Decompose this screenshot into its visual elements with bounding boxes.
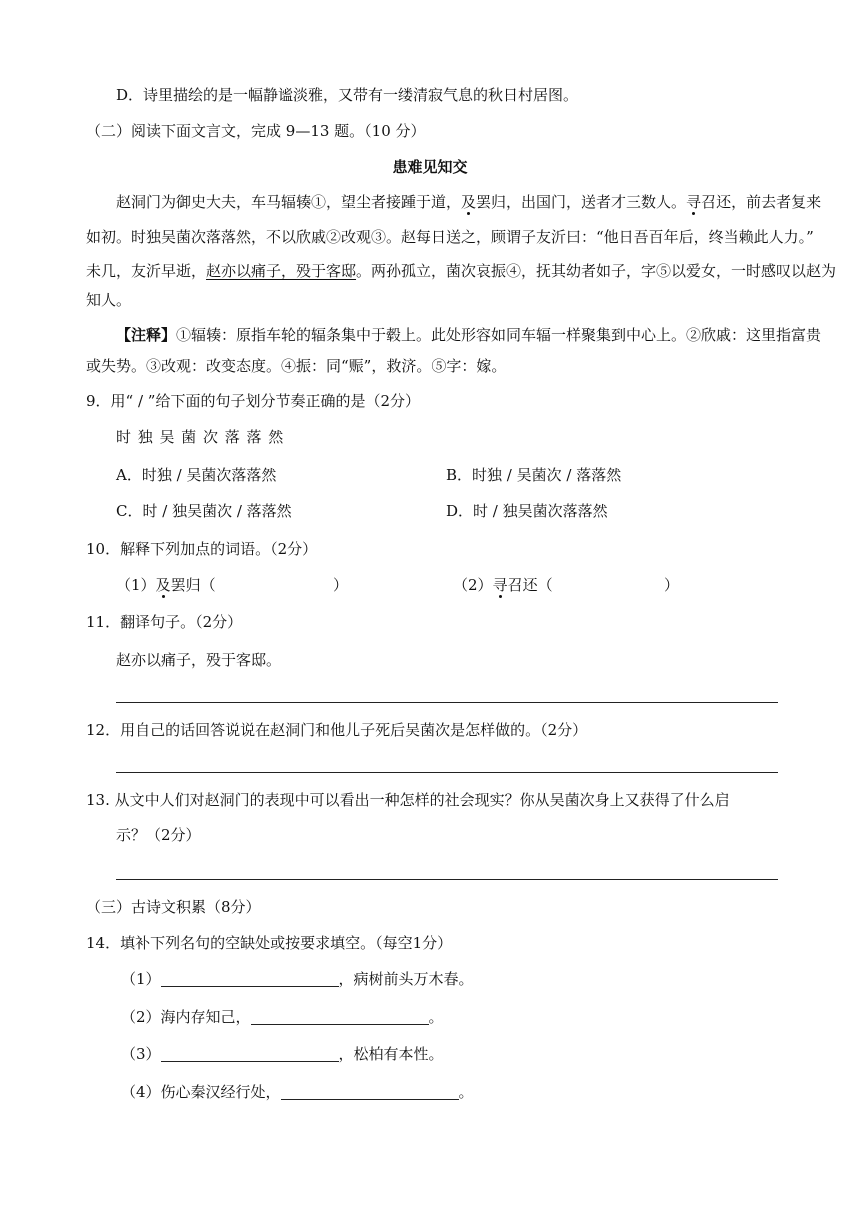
notes-line-1	[116, 325, 821, 345]
q11-answer-line[interactable]	[116, 702, 778, 703]
q10-item-1-text: 罢归（	[170, 576, 216, 594]
passage-line-1	[116, 192, 821, 212]
passage-text: 赵洞门为御史大夫，车马辐辏①，望尘者接踵于道，	[116, 193, 462, 211]
q10-item-2-number: （2）	[453, 576, 493, 594]
section2-heading: （二）阅读下面文言文，完成 9—13 题。（10 分）	[86, 122, 426, 140]
q14-item-3	[121, 1044, 444, 1064]
passage-text: 召还，前去者复来	[701, 193, 822, 211]
q14-item-2-text: （2）海内存知己，	[121, 1008, 251, 1026]
dotted-word-ji: 及	[155, 576, 171, 594]
dotted-word-ji: 及	[461, 193, 477, 211]
q14-blank-1[interactable]	[161, 970, 339, 987]
q10-item-2-close: ）	[664, 576, 680, 594]
q13-answer-line[interactable]	[116, 879, 778, 880]
q11-stem: 11．翻译句子。（2分）	[86, 613, 243, 631]
q13-stem-line-2: 示？（2分）	[116, 826, 201, 844]
q14-item-2	[121, 1007, 444, 1027]
q9-option-a: A．时独 / 吴菌次落落然	[116, 466, 277, 484]
q14-blank-2[interactable]	[251, 1008, 429, 1025]
q14-item-1-number: （1）	[121, 970, 161, 988]
q10-item-1	[116, 575, 216, 595]
q13-stem-line-1: 13. 从文中人们对赵洞门的表现中可以看出一种怎样的社会现实？你从吴菌次身上又获得了什么启	[86, 791, 730, 809]
q14-item-1-text: ，病树前头万木春。	[338, 970, 474, 988]
section3-heading: （三）古诗文积累（8分）	[86, 898, 261, 916]
q8-option-d: D．诗里描绘的是一幅静谧淡雅，又带有一缕清寂气息的秋日村居图。	[116, 86, 579, 104]
q12-answer-line[interactable]	[116, 772, 778, 773]
q14-item-4	[121, 1082, 474, 1102]
q10-item-2-text: 召还（	[507, 576, 553, 594]
q10-stem: 10．解释下列加点的词语。（2分）	[86, 540, 318, 558]
q9-option-c: C．时 / 独吴菌次 / 落落然	[116, 502, 292, 520]
dotted-word-xun: 寻	[492, 576, 508, 594]
passage-text: 未几，友沂早逝，	[86, 262, 207, 280]
q10-item-2	[453, 575, 553, 595]
q11-sentence: 赵亦以痛子，殁于客邸。	[116, 651, 282, 669]
q14-item-2-end: 。	[428, 1008, 444, 1026]
q14-stem: 14．填补下列名句的空缺处或按要求填空。（每空1分）	[86, 934, 453, 952]
notes-line-2: 或失势。③改观：改变态度。④振：同“赈”，救济。⑤字：嫁。	[86, 357, 507, 375]
passage-text: 。两孙孤立，菌次哀振④，抚其幼者如子，字⑤以爱女，一时感叹以赵为	[356, 262, 837, 280]
passage-line-3	[86, 261, 836, 281]
notes-label: 【注释】	[116, 326, 177, 344]
q14-item-3-text: ，松柏有本性。	[338, 1045, 444, 1063]
passage-line-4: 知人。	[86, 291, 132, 309]
underlined-sentence: 赵亦以痛子，殁于客邸	[206, 262, 357, 280]
q9-option-d: D．时 / 独吴菌次落落然	[446, 502, 608, 520]
q9-option-b: B．时独 / 吴菌次 / 落落然	[446, 466, 622, 484]
q9-stem: 9．用“ / ”给下面的句子划分节奏正确的是（2分）	[86, 392, 421, 410]
q14-item-4-end: 。	[458, 1083, 474, 1101]
notes-text: ①辐辏：原指车轮的辐条集中于毂上。此处形容如同车辐一样聚集到中心上。②欣戚：这里指富贵	[176, 326, 822, 344]
q14-blank-3[interactable]	[161, 1045, 339, 1062]
q9-sentence: 时独吴菌次落落然	[116, 428, 291, 446]
dotted-word-xun: 寻	[686, 193, 702, 211]
q14-blank-4[interactable]	[281, 1083, 459, 1100]
q10-item-1-close: ）	[333, 576, 349, 594]
passage-line-2: 如初。时独吴菌次落落然，不以欣戚②改观③。赵每日送之，顾谓子友沂曰：“他日吾百年后，终当赖此人力。”	[86, 228, 814, 246]
q10-item-1-number: （1）	[116, 576, 156, 594]
passage-title: 患难见知交	[392, 158, 468, 176]
passage-text: 罢归，出国门，送者才三数人。	[476, 193, 687, 211]
q12-stem: 12．用自己的话回答说说在赵洞门和他儿子死后吴菌次是怎样做的。（2分）	[86, 721, 588, 739]
q14-item-4-text: （4）伤心秦汉经行处，	[121, 1083, 281, 1101]
q14-item-3-number: （3）	[121, 1045, 161, 1063]
q14-item-1	[121, 969, 474, 989]
